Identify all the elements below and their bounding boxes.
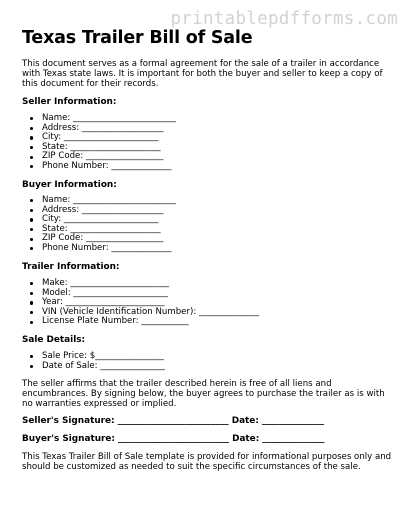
- footer-note: This Texas Trailer Bill of Sale template is provided for informational purposes only and should be customized as needed to suit the specific circumstances of the sale.: [22, 452, 392, 473]
- buyer-signature-line: Buyer's Signature: _________________________ Date: ______________: [22, 434, 325, 444]
- buyer-phone-field: Phone Number: ______________: [28, 244, 176, 254]
- intro-paragraph: This document serves as a formal agreement for the sale of a trailer in accordance with Texas state laws. It is important for both the buyer and seller to keep a copy of this document for their records.: [22, 59, 383, 90]
- trailer-plate-field: License Plate Number: ___________: [28, 317, 259, 327]
- seller-name-field: Name: ________________________: [28, 114, 176, 124]
- trailer-heading: Trailer Information:: [22, 262, 120, 272]
- sale-heading: Sale Details:: [22, 335, 86, 345]
- buyer-heading: Buyer Information:: [22, 180, 117, 190]
- sale-price-field: Sale Price: $________________: [28, 352, 165, 362]
- trailer-vin-field: VIN (Vehicle Identification Number): ______________: [28, 308, 259, 318]
- trailer-model-field: Model: ______________________: [28, 289, 259, 299]
- buyer-city-field: City: ______________________: [28, 215, 176, 225]
- trailer-fields: [28, 279, 259, 327]
- seller-zip-field: ZIP Code: __________________: [28, 152, 176, 162]
- sale-fields: [28, 352, 165, 371]
- seller-city-field: City: ______________________: [28, 133, 176, 143]
- buyer-name-field: Name: ________________________: [28, 196, 176, 206]
- page-title: Texas Trailer Bill of Sale: [22, 28, 253, 48]
- sale-date-field: Date of Sale: _______________: [28, 362, 165, 372]
- trailer-year-field: Year: _______________________: [28, 298, 259, 308]
- buyer-state-field: State: _____________________: [28, 225, 176, 235]
- buyer-address-field: Address: ___________________: [28, 206, 176, 216]
- buyer-fields: [28, 196, 176, 254]
- seller-phone-field: Phone Number: ______________: [28, 162, 176, 172]
- seller-fields: [28, 114, 176, 172]
- watermark: printablepdfforms.com: [170, 9, 398, 29]
- affirmation-paragraph: The seller affirms that the trailer described herein is free of all liens and encumbrances. By signing below, the buyer agrees to purchase the trailer as is with no warranties expressed or implied.: [22, 379, 385, 410]
- trailer-make-field: Make: _______________________: [28, 279, 259, 289]
- seller-state-field: State: _____________________: [28, 143, 176, 153]
- seller-signature-line: Seller's Signature: _________________________ Date: ______________: [22, 416, 325, 426]
- seller-address-field: Address: ___________________: [28, 124, 176, 134]
- seller-heading: Seller Information:: [22, 97, 117, 107]
- buyer-zip-field: ZIP Code: __________________: [28, 234, 176, 244]
